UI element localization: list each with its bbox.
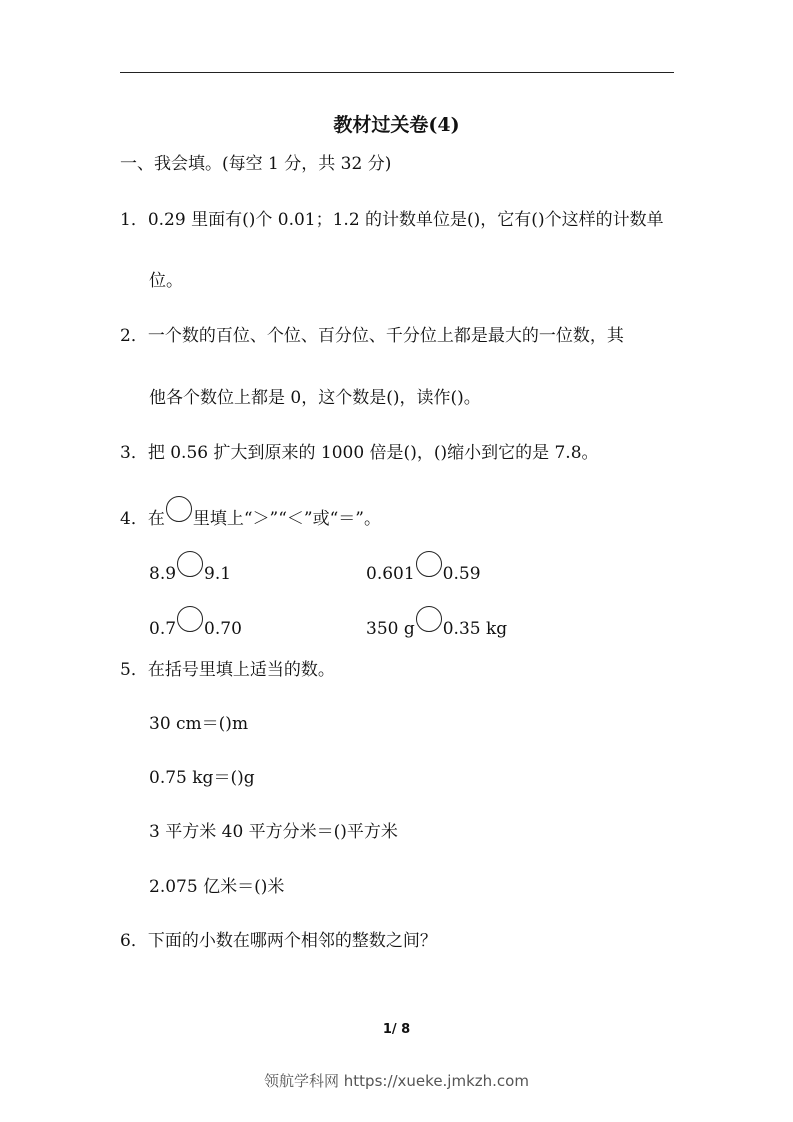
answer-circle[interactable] (177, 551, 203, 577)
conversion-item: 30 cm＝()m (149, 714, 249, 734)
header-rule (120, 72, 674, 73)
question-1 (120, 209, 664, 231)
section-heading: 一、我会填。(每空 1 分，共 32 分) (120, 154, 392, 174)
question-number: 5． (120, 660, 148, 680)
answer-circle[interactable] (416, 606, 442, 632)
question-text-before: 在 (147, 509, 165, 529)
comparison-left: 350 g (366, 619, 415, 639)
comparison-right: 0.70 (204, 619, 242, 639)
question-number: 3． (120, 443, 148, 463)
question-text: 下面的小数在哪两个相邻的整数之间？ (147, 931, 437, 951)
page-number: 1/ 8 (382, 1022, 411, 1037)
question-text: 0.29 里面有()个 0.01；1.2 的计数单位是()，它有()个这样的计数单 (147, 210, 664, 230)
question-6 (120, 930, 437, 952)
comparison-item (366, 551, 481, 585)
question-text: 把 0.56 扩大到原来的 1000 倍是()，()缩小到它的是 7.8。 (147, 443, 599, 463)
comparison-item (149, 551, 231, 585)
conversion-item: 0.75 kg＝()g (149, 768, 255, 788)
question-number: 6． (120, 931, 148, 951)
question-text: 在括号里填上适当的数。 (147, 660, 335, 680)
answer-circle[interactable] (177, 606, 203, 632)
question-2-continuation: 他各个数位上都是 0，这个数是()，读作()。 (149, 388, 481, 408)
comparison-left: 0.7 (149, 619, 177, 639)
conversion-item: 3 平方米 40 平方分米＝()平方米 (149, 822, 398, 842)
question-4 (120, 496, 381, 530)
footer-website: 领航学科网 https://xueke.jmkzh.com (264, 1072, 529, 1090)
question-1-continuation: 位。 (149, 271, 183, 291)
comparison-right: 0.59 (442, 564, 481, 584)
question-text-after: 里填上“＞”“＜”或“＝”。 (192, 509, 381, 529)
comparison-item (366, 606, 507, 640)
question-number: 4． (120, 509, 148, 529)
comparison-left: 8.9 (149, 564, 177, 584)
comparison-right: 9.1 (204, 564, 232, 584)
page-title: 教材过关卷(4) (333, 114, 460, 136)
comparison-item (149, 606, 242, 640)
question-5 (120, 659, 335, 681)
question-number: 2． (120, 326, 148, 346)
question-2 (120, 325, 624, 347)
comparison-right: 0.35 kg (442, 619, 508, 639)
conversion-item: 2.075 亿米＝()米 (149, 877, 285, 897)
question-text: 一个数的百位、个位、百分位、千分位上都是最大的一位数，其 (147, 326, 624, 346)
answer-circle[interactable] (166, 496, 192, 522)
comparison-left: 0.601 (366, 564, 415, 584)
question-3 (120, 442, 599, 464)
answer-circle[interactable] (416, 551, 442, 577)
question-number: 1． (120, 210, 148, 230)
